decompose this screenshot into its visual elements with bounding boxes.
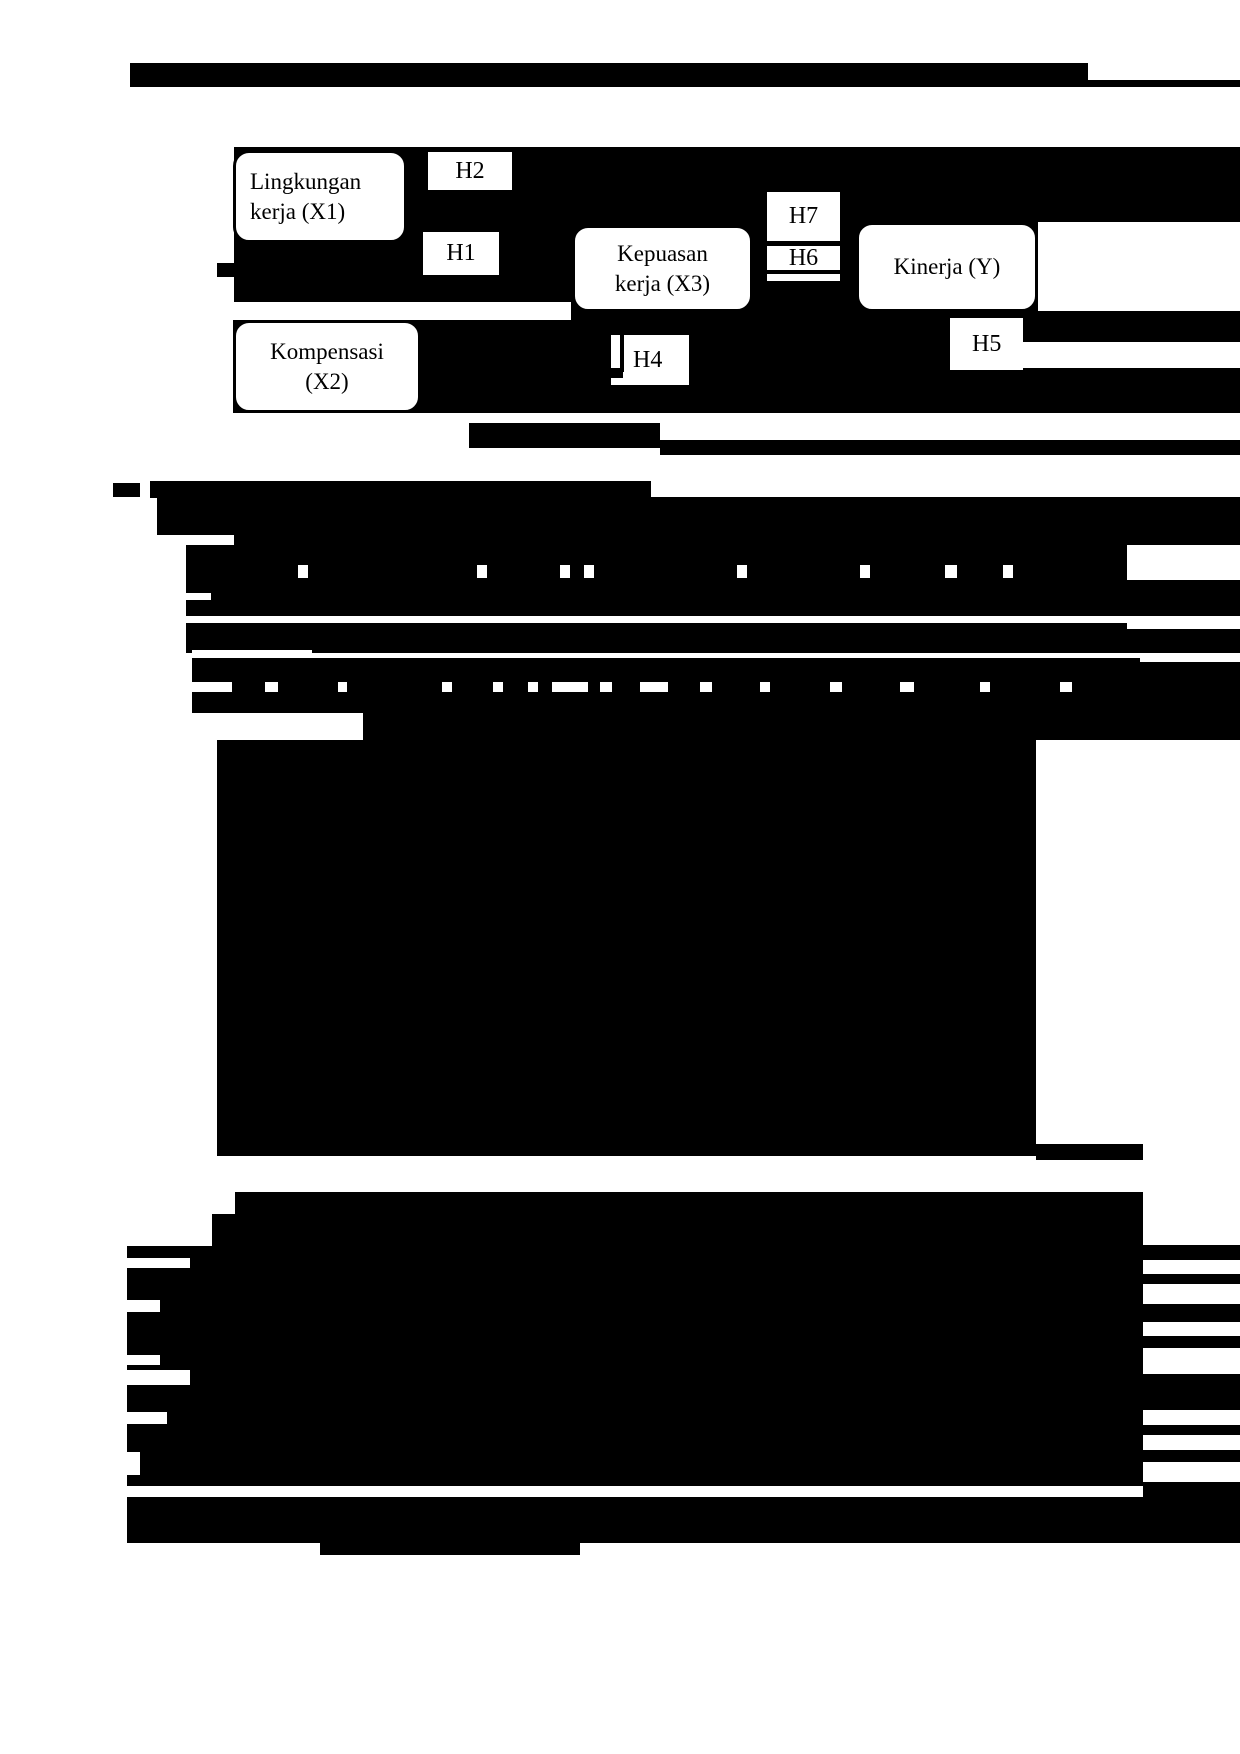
- redacted-text-bar: [150, 481, 651, 498]
- word-gap: [127, 1412, 167, 1424]
- hypothesis-label-text: H5: [972, 330, 1002, 357]
- word-gap: [945, 565, 957, 578]
- hypothesis-label-text: H6: [788, 244, 819, 271]
- word-gap: [830, 682, 842, 692]
- word-gap: [442, 682, 452, 692]
- hypothesis-label-text: H2: [455, 157, 485, 184]
- word-gap: [737, 565, 747, 578]
- redacted-text-bar: [1143, 1304, 1240, 1322]
- variable-node-kinerja-y: [856, 222, 1038, 312]
- word-gap: [980, 682, 990, 692]
- word-gap: [640, 682, 668, 692]
- word-gap: [860, 565, 870, 578]
- word-gap: [127, 1300, 160, 1312]
- redacted-text-bar: [192, 692, 1240, 713]
- word-gap: [584, 565, 594, 578]
- word-gap: [127, 1258, 190, 1268]
- variable-node-kompensasi-x2: [233, 320, 421, 413]
- redacted-text-bar: [1143, 1425, 1240, 1435]
- redacted-text-bar: [212, 1214, 1143, 1246]
- word-gap: [265, 682, 278, 692]
- word-gap: [528, 682, 538, 692]
- redacted-text-bar: [217, 740, 1036, 1156]
- redacted-text-bar: [186, 623, 1127, 653]
- word-gap: [186, 593, 211, 600]
- redacted-text-bar: [157, 497, 1240, 535]
- redacted-text-bar: [1143, 1274, 1240, 1284]
- word-gap: [560, 565, 570, 578]
- word-gap: [186, 616, 327, 623]
- node-label-line2: kerja (X3): [614, 270, 711, 296]
- hypothesis-label-h6: [767, 246, 840, 270]
- redacted-text-bar: [235, 1192, 1143, 1214]
- node-label-line1: Kompensasi: [270, 338, 384, 364]
- hypothesis-label-h1: [423, 232, 499, 275]
- redacted-text-bar: [113, 483, 140, 497]
- redacted-text-bar: [1143, 1245, 1240, 1260]
- arrow-line-fragment: [608, 368, 623, 378]
- arrow-line-fragment: [620, 335, 624, 372]
- redacted-text-bar: [363, 713, 1240, 740]
- node-label-line1: Kepuasan: [617, 240, 708, 266]
- redacted-text-bar: [127, 1246, 1143, 1486]
- word-gap: [767, 274, 840, 281]
- node-label-line2: (X2): [305, 368, 349, 394]
- node-label-line1: Lingkungan: [250, 168, 362, 194]
- redacted-text-bar: [660, 440, 1240, 455]
- redacted-text-bar: [192, 658, 1140, 682]
- word-gap: [127, 1486, 556, 1497]
- word-gap: [600, 682, 612, 692]
- arrow-line-fragment: [946, 318, 950, 370]
- word-gap: [1060, 682, 1072, 692]
- word-gap: [127, 1355, 160, 1365]
- redacted-text-bar: [469, 423, 660, 448]
- redacted-text-bar: [1036, 1144, 1143, 1160]
- redacted-text-bar: [186, 580, 1240, 616]
- redacted-text-bar: [1127, 629, 1240, 653]
- hypothesis-label-h5: [946, 318, 1023, 370]
- variable-node-lingkungan-kerja-x1: [233, 150, 407, 243]
- word-gap: [700, 682, 712, 692]
- redacted-text-bar: [217, 263, 237, 277]
- redacted-text-bar: [1143, 1450, 1240, 1462]
- redacted-text-bar: [234, 535, 1240, 545]
- word-gap: [477, 565, 487, 578]
- word-gap: [760, 682, 770, 692]
- word-gap: [900, 682, 914, 692]
- node-label-line2: kerja (X1): [250, 198, 346, 224]
- word-gap: [338, 682, 347, 692]
- word-gap: [127, 1452, 140, 1475]
- node-label-line1: Kinerja (Y): [893, 254, 1001, 280]
- redacted-text-bar: [1080, 80, 1240, 87]
- word-gap: [493, 682, 503, 692]
- hypothesis-label-text: H4: [633, 346, 663, 373]
- hypothesis-label-text: H1: [446, 240, 476, 266]
- word-gap: [127, 1370, 190, 1385]
- redacted-text-bar: [127, 1497, 1240, 1543]
- word-gap: [298, 565, 308, 578]
- hypothesis-label-h2: [428, 152, 512, 190]
- hypothesis-label-h7: [767, 192, 840, 241]
- word-gap: [1003, 565, 1013, 578]
- redacted-text-bar: [186, 545, 1127, 580]
- redacted-text-bar: [130, 63, 1088, 87]
- redacted-text-bar: [320, 1543, 580, 1555]
- redacted-text-bar: [1143, 1336, 1240, 1348]
- redacted-text-bar: [232, 682, 1140, 692]
- hypothesis-label-text: H7: [788, 203, 819, 229]
- variable-node-kepuasan-kerja-x3: [572, 225, 753, 312]
- word-gap: [552, 682, 588, 692]
- redacted-text-bar: [1143, 1374, 1240, 1410]
- word-gap: [192, 650, 312, 658]
